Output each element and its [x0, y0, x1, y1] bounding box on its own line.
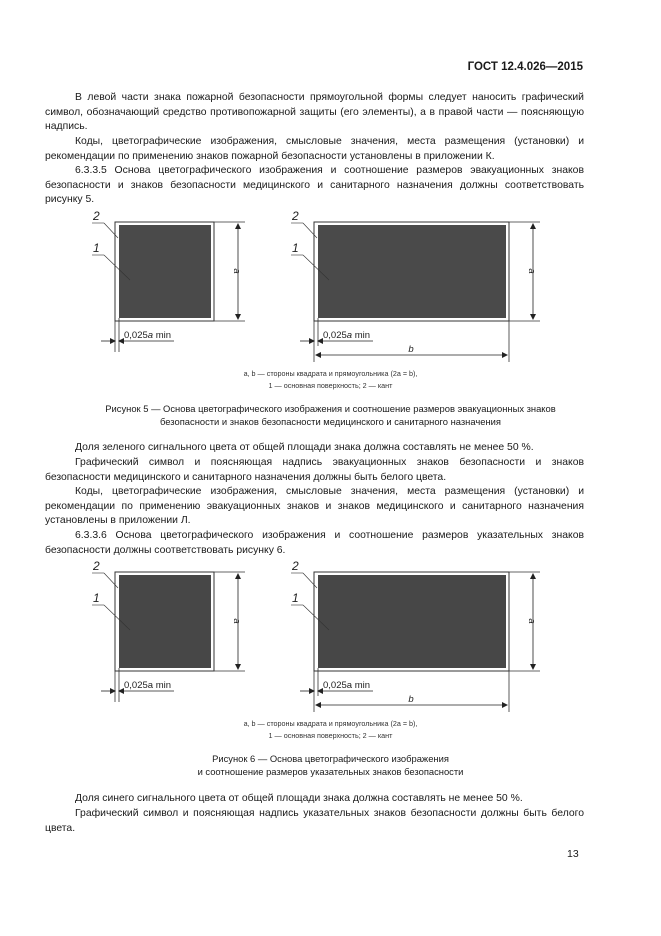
main-surface-fill: [119, 225, 211, 318]
figure-6-rectangle-sign: [291, 559, 540, 712]
dimension-b-label: b: [408, 344, 414, 355]
svg-text:0,025a min: 0,025a min: [124, 680, 172, 691]
figure-5-caption-line1: Рисунок 5 — Основа цветографического изображения и соотношение размеров эвакуационных знаков: [105, 403, 556, 414]
svg-text:a: a: [526, 618, 537, 624]
paragraph-directional-symbol-color: Графический символ и поясняющая надпись указательных знаков безопасности должны быть белого цвета.: [45, 808, 584, 834]
svg-text:a: a: [231, 618, 242, 624]
svg-text:0,025a min: 0,025a min: [323, 680, 371, 691]
figure-6-legend-line1: a, b — стороны квадрата и прямоугольника (2a = b),: [243, 719, 418, 728]
paragraph-fire-sign-codes: Коды, цветографические изображения, смысловые значения, места размещения (установки) и рекомендации по применению знаков пожарной безопасности установлены в приложении К.: [45, 136, 584, 162]
figure-6-legend-line2: 1 — основная поверхность; 2 — кант: [268, 731, 393, 740]
svg-text:0,025a min: 0,025a min: [323, 330, 371, 341]
dimension-a-label: a: [231, 268, 242, 274]
svg-text:2: 2: [292, 209, 299, 223]
paragraph-fire-sign-layout: В левой части знака пожарной безопасности прямоугольной формы следует наносить графический символ, обозначающий средство противопожарной защиты (его элементы), а в правой части — поясняющую надпись.: [45, 92, 584, 133]
edge-width-label: 0,025a min: [124, 330, 172, 341]
svg-text:2: 2: [292, 559, 299, 573]
paragraph-blue-share: Доля синего сигнального цвета от общей площади знака должна составлять не менее 50 %.: [75, 793, 523, 804]
figure-6-square-sign: [92, 559, 245, 702]
callout-1: 1: [93, 241, 100, 255]
svg-text:2: 2: [93, 559, 100, 573]
figure-5-legend-line2: 1 — основная поверхность; 2 — кант: [268, 381, 393, 390]
svg-text:1: 1: [93, 591, 100, 605]
paragraph-evac-codes: Коды, цветографические изображения, смысловые значения, места размещения (установки) и рекомендации по применению эвакуационных знаков и знаков медицинского и санитарного назначения установлены в приложении Л.: [45, 486, 584, 527]
figure-5-square-sign: [92, 209, 245, 352]
svg-text:b: b: [408, 694, 414, 705]
figure-5-diagram: [0, 200, 661, 365]
figure-5-rectangle-sign: [291, 209, 540, 362]
document-header-id: ГОСТ 12.4.026—2015: [467, 61, 583, 73]
paragraph-6-3-3-5: 6.3.3.5 Основа цветографического изображения и соотношение размеров эвакуационных знаков безопасности и знаков безопасности медицинского и санитарного назначения должны соответствовать рисунку 5.: [45, 165, 584, 206]
svg-text:1: 1: [292, 591, 299, 605]
figure-5-caption-line2: безопасности и знаков безопасности медицинского и санитарного назначения: [160, 416, 501, 427]
paragraph-green-share: Доля зеленого сигнального цвета от общей площади знака должна составлять не менее 50 %.: [75, 442, 534, 453]
figure-6-diagram: [0, 550, 661, 715]
paragraph-evac-symbol-color: Графический символ и поясняющая надпись эвакуационных знаков безопасности и знаков безопасности медицинского и санитарного назначения должны быть белого цвета.: [45, 457, 584, 483]
callout-2: 2: [93, 209, 100, 223]
figure-5-legend-line1: a, b — стороны квадрата и прямоугольника (2a = b),: [243, 369, 418, 378]
page-number: 13: [567, 848, 579, 860]
figure-6-caption-line1: Рисунок 6 — Основа цветографического изображения: [212, 753, 449, 764]
svg-text:a: a: [526, 268, 537, 274]
svg-text:1: 1: [292, 241, 299, 255]
figure-6-caption-line2: и соотношение размеров указательных знаков безопасности: [197, 766, 464, 777]
paragraph-6-3-3-6: 6.3.3.6 Основа цветографического изображения и соотношение размеров указательных знаков безопасности должны соответствовать рисунку 6.: [45, 530, 584, 556]
